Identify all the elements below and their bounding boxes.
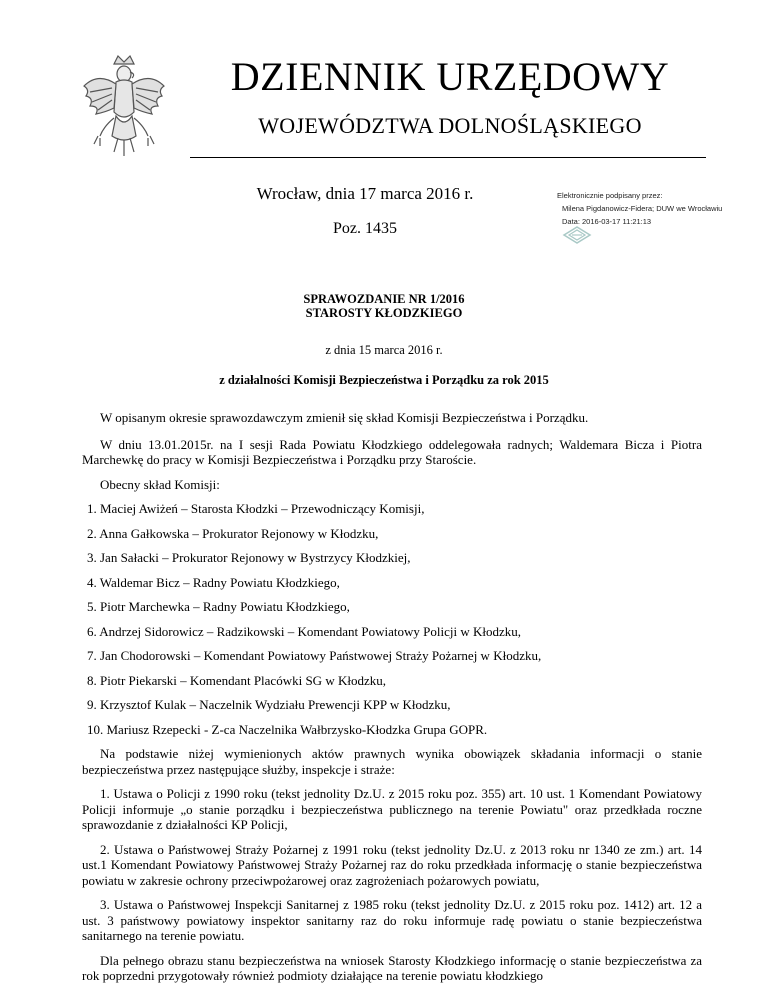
- document-date: z dnia 15 marca 2016 r.: [325, 343, 443, 357]
- paragraph-2: W dniu 13.01.2015r. na I sesji Rada Powiatu Kłodzkiego oddelegowała radnych; Waldemara Bicza i Piotra Marchewkę do pracy w Komisji Bezpieczeństwa i Porządku przy Staroście.: [82, 436, 702, 467]
- list-item: 6. Andrzej Sidorowicz – Radzikowski – Komendant Powiatowy Policji w Kłodzku,: [87, 623, 522, 639]
- document-subject: z działalności Komisji Bezpieczeństwa i Porządku za rok 2015: [219, 373, 549, 387]
- journal-subtitle: WOJEWÓDZTWA DOLNOŚLĄSKIEGO: [258, 113, 642, 138]
- paragraph-4: Na podstawie niżej wymienionych aktów prawnych wynika obowiązek składania informacji o stanie bezpieczeństwa przez następujące służby, inspekcje i straże:: [82, 746, 702, 777]
- paragraph-3: Obecny skład Komisji:: [100, 476, 220, 492]
- document-body: [82, 410, 702, 984]
- e-signature-block: [557, 189, 722, 228]
- journal-title: DZIENNIK URZĘDOWY: [230, 54, 670, 99]
- paragraph-8: Dla pełnego obrazu stanu bezpieczeństwa na wniosek Starosty Kłodzkiego informację o stanie bezpieczeństwa za rok poprzedni przygotowały również podmioty działające na terenie powiatu kłodzkiego: [82, 952, 702, 983]
- signature-line-2: Milena Pigdanowicz-Fidera; DUW we Wrocławiu: [562, 204, 723, 213]
- members-list: [82, 501, 702, 737]
- document-type: [100, 292, 668, 320]
- document-type-line-1: SPRAWOZDANIE NR 1/2016: [303, 292, 465, 306]
- document-type-line-2: STAROSTY KŁODZKIEGO: [305, 306, 463, 320]
- paragraph-6: 2. Ustawa o Państwowej Straży Pożarnej z 1991 roku (tekst jednolity Dz.U. z 2013 roku nr 1340 ze zm.) art. 14 ust.1 Komendant Powiatowy Państwowej Straży Pożarnej raz do roku przedkłada informację o stanie bezpieczeństwa powiatu w zakresie ochrony przeciwpożarowej oraz zagrożeniach pożarowych powiatu,: [82, 841, 702, 888]
- signature-line-3: Data: 2016-03-17 11:21:13: [562, 217, 652, 226]
- list-item: 9. Krzysztof Kulak – Naczelnik Wydziału Prewencji KPP w Kłodzku,: [87, 697, 451, 712]
- list-item: 5. Piotr Marchewka – Radny Powiatu Kłodzkiego,: [87, 599, 350, 614]
- eagle-emblem-icon: [78, 52, 170, 164]
- list-item: 7. Jan Chodorowski – Komendant Powiatowy Państwowej Straży Pożarnej w Kłodzku,: [87, 648, 542, 663]
- list-item: 10. Mariusz Rzepecki - Z-ca Naczelnika Wałbrzysko-Kłodzka Grupa GOPR.: [87, 721, 488, 737]
- position-number: Poz. 1435: [333, 220, 397, 237]
- list-item: 4. Waldemar Bicz – Radny Powiatu Kłodzkiego,: [87, 574, 340, 590]
- list-item: 3. Jan Sałacki – Prokurator Rejonowy w Bystrzycy Kłodzkiej,: [87, 550, 411, 565]
- list-item: 8. Piotr Piekarski – Komendant Placówki SG w Kłodzku,: [87, 672, 386, 688]
- paragraph-5: 1. Ustawa o Policji z 1990 roku (tekst jednolity Dz.U. z 2015 roku poz. 355) art. 10 ust. 1 Komendant Powiatowy Policji informuje „o stanie porządku i bezpieczeństwa publicznego na terenie Powiatu" oraz przedkłada roczne sprawozdanie z działalności KP Policji,: [82, 786, 702, 832]
- signature-line-1: Elektronicznie podpisany przez:: [557, 191, 663, 200]
- paragraph-1: W opisanym okresie sprawozdawczym zmienił się skład Komisji Bezpieczeństwa i Porządku.: [100, 410, 589, 425]
- publication-date: Wrocław, dnia 17 marca 2016 r.: [256, 184, 474, 203]
- signature-stamp-icon: [562, 225, 592, 245]
- paragraph-7: 3. Ustawa o Państwowej Inspekcji Sanitarnej z 1985 roku (tekst jednolity Dz.U. z 2015 roku poz. 1412) art. 12 a ust. 3 państwowy powiatowy inspektor sanitarny raz do roku informuje radę powiatu o stanie bezpieczeństwa sanitarnego na terenie powiatu.: [82, 897, 702, 943]
- list-item: 1. Maciej Awiżeń – Starosta Kłodzki – Przewodniczący Komisji,: [87, 501, 425, 516]
- list-item: 2. Anna Gałkowska – Prokurator Rejonowy w Kłodzku,: [87, 525, 379, 541]
- header-divider: [190, 157, 706, 158]
